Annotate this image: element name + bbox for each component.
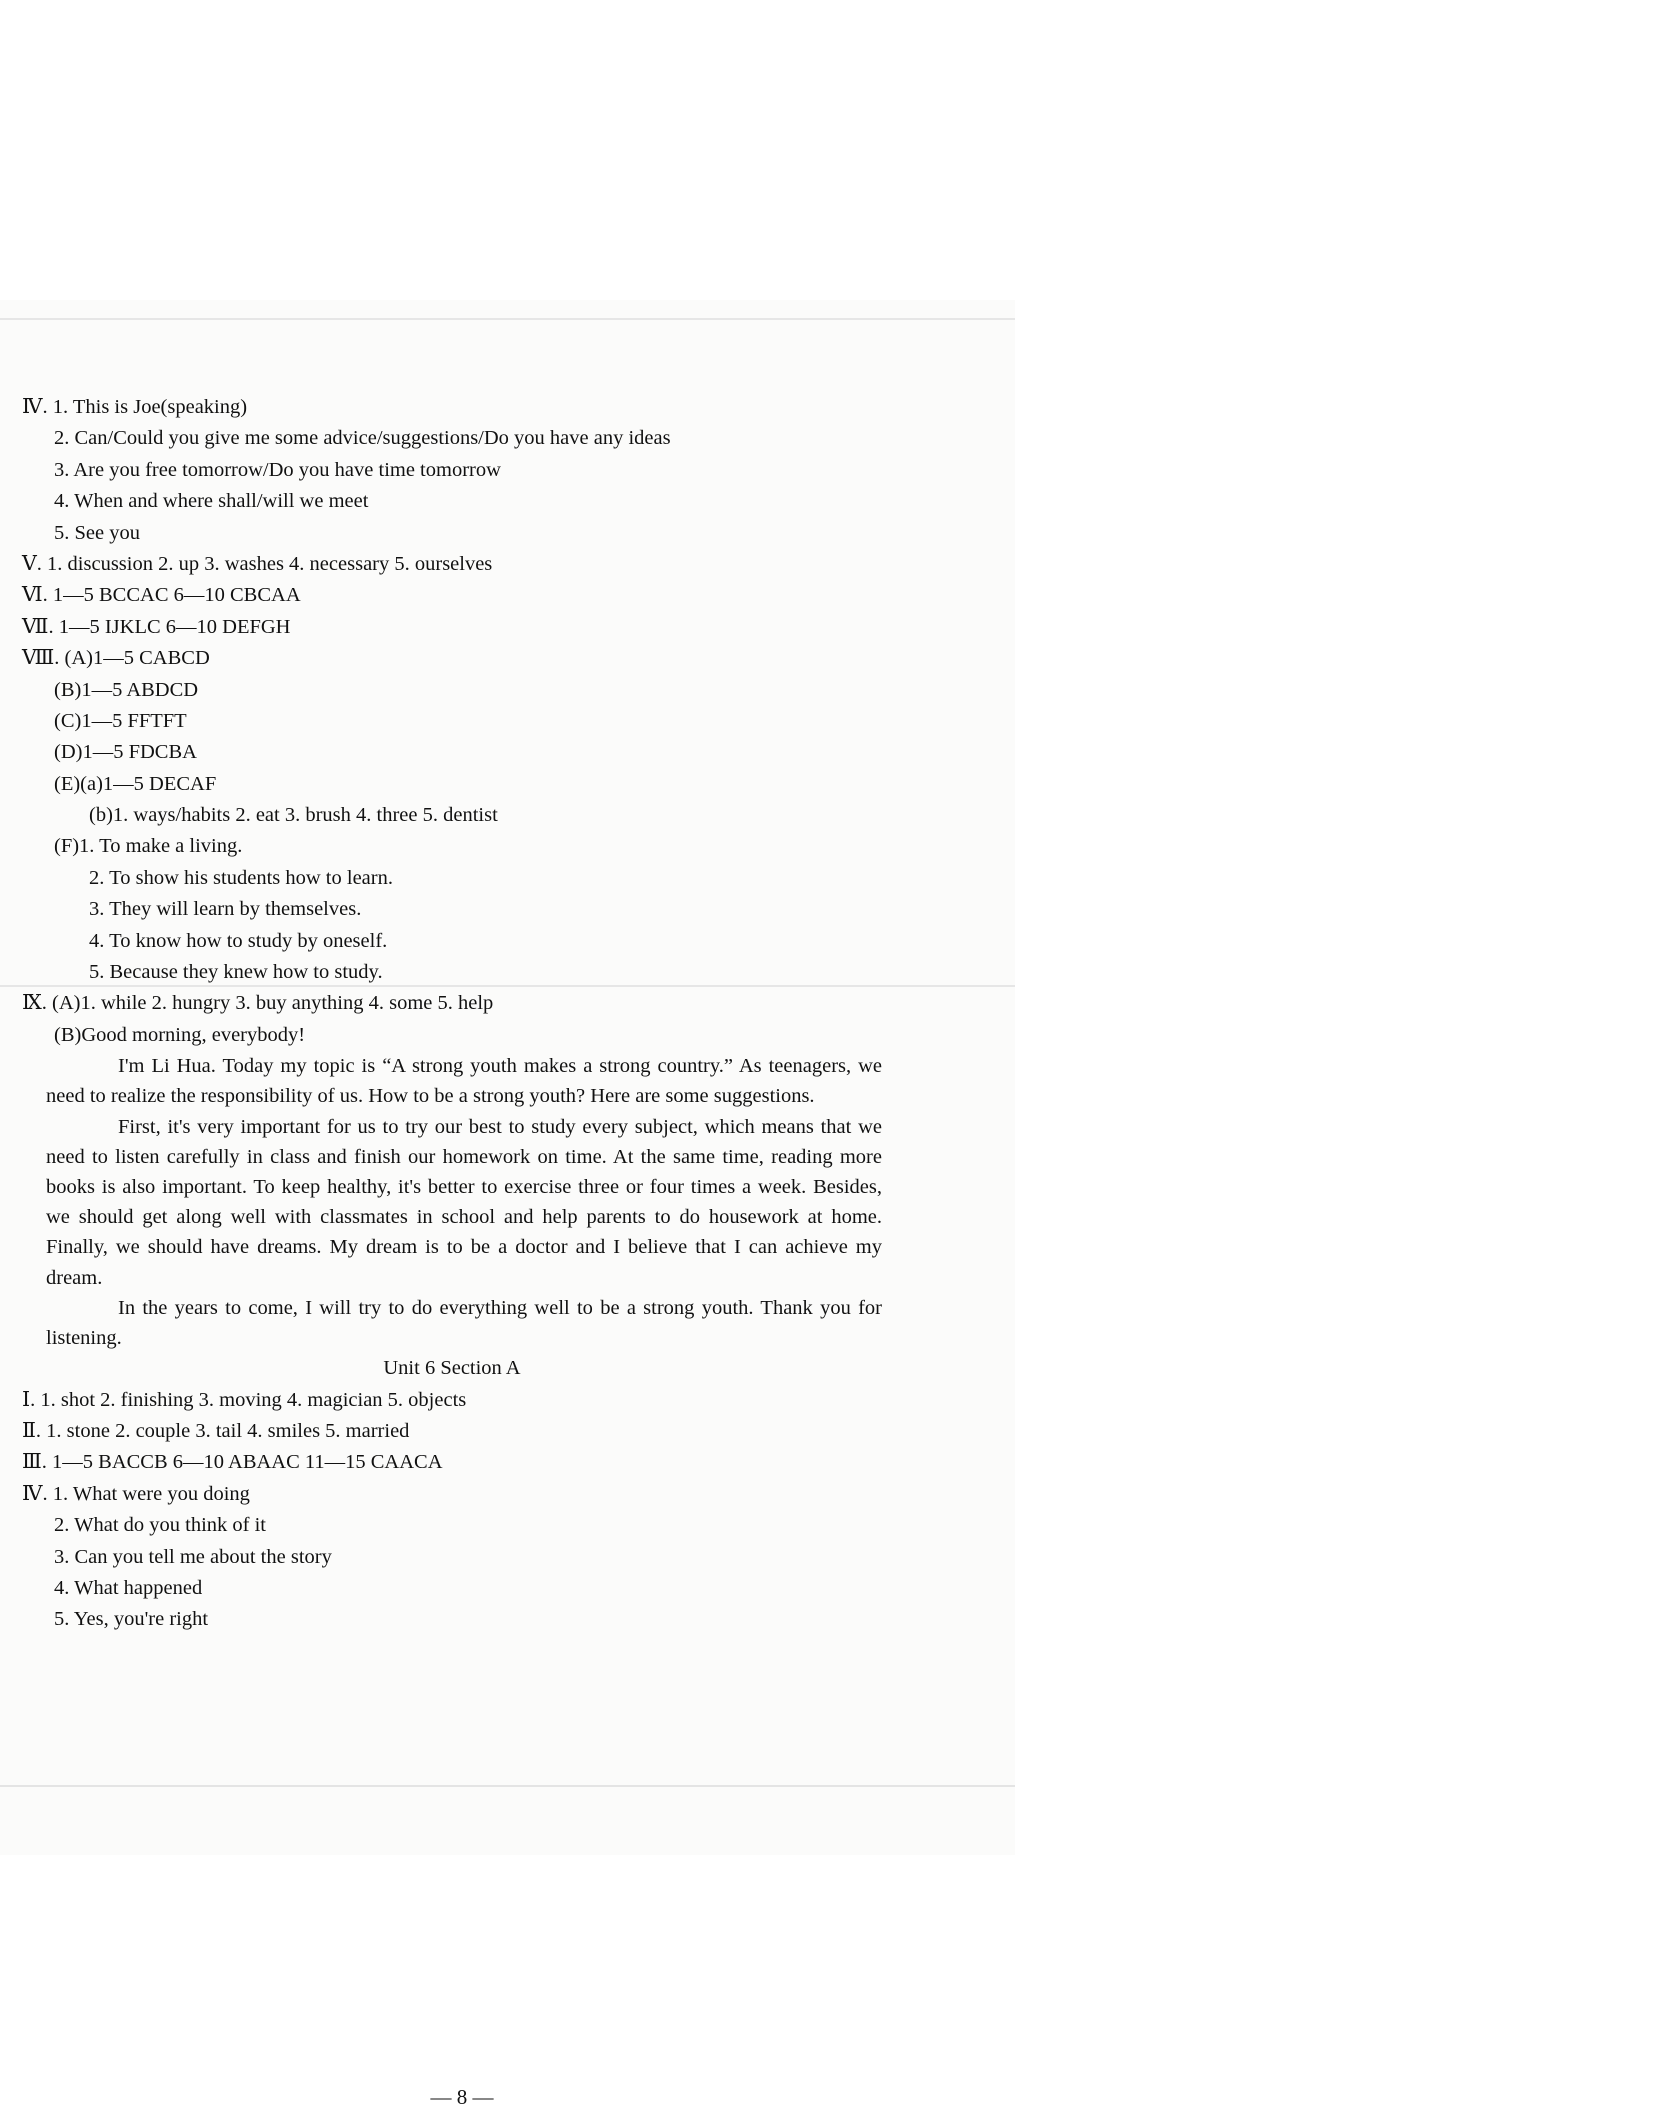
answer-line: 4. When and where shall/will we meet [54,490,369,513]
page-bottom-edge [0,1785,1015,1787]
answer-line: 3. Can you tell me about the story [54,1545,332,1568]
essay-paragraph: In the years to come, I will try to do everything well to be a strong youth. Thank you for listening. [46,1296,882,1350]
answer-line: Ⅴ. 1. discussion 2. up 3. washes 4. necessary 5. ourselves [22,552,493,575]
answer-line: Ⅲ. 1—5 BACCB 6—10 ABAAC 11—15 CAACA [22,1451,443,1474]
answer-key-content [22,392,902,2109]
answer-line: Ⅶ. 1—5 IJKLC 6—10 DEFGH [22,615,291,638]
answer-line: 5. Because they knew how to study. [89,961,383,984]
answer-line: 3. They will learn by themselves. [89,898,362,921]
answer-line: 2. To show his students how to learn. [89,866,393,889]
answer-line: Ⅱ. 1. stone 2. couple 3. tail 4. smiles 5. married [22,1420,410,1443]
answer-line: (b)1. ways/habits 2. eat 3. brush 4. three 5. dentist [89,804,498,827]
bleed-through-rule [0,318,1015,320]
answer-line: Ⅷ. (A)1—5 CABCD [22,647,210,670]
answer-line: (B)Good morning, everybody! [54,1023,306,1046]
answer-line: 4. What happened [54,1576,203,1599]
answer-line: 5. See you [54,521,140,544]
answer-line: (D)1—5 FDCBA [54,741,197,764]
answer-line: 2. Can/Could you give me some advice/suggestions/Do you have any ideas [54,427,671,450]
essay-paragraph: First, it's very important for us to try our best to study every subject, which means that we need to listen carefully in class and finish our homework on time. At the same time, reading more books is also important. To keep healthy, it's better to exercise three or four times a week. Besides, we should get along well with classmates in school and help parents to do housework at home. Finally, we should have dreams. My dream is to be a doctor and I believe that I can achieve my dream. [46,1115,882,1289]
answer-line: Ⅵ. 1—5 BCCAC 6—10 CBCAA [22,584,301,607]
page-number: — 8 — [430,2085,494,2109]
answer-line: 3. Are you free tomorrow/Do you have time tomorrow [54,458,501,481]
answer-line: 5. Yes, you're right [54,1608,209,1631]
section-heading: Unit 6 Section A [383,1357,521,1380]
essay-paragraph: I'm Li Hua. Today my topic is “A strong youth makes a strong country.” As teenagers, we need to realize the responsibility of us. How to be a strong youth? Here are some suggestions. [46,1055,882,1108]
answer-line: (C)1—5 FFTFT [54,709,187,732]
answer-line: Ⅳ. 1. This is Joe(speaking) [22,396,248,418]
answer-line: Ⅰ. 1. shot 2. finishing 3. moving 4. magician 5. objects [22,1388,467,1411]
answer-line: 4. To know how to study by oneself. [89,929,388,952]
answer-line: (E)(a)1—5 DECAF [54,772,217,795]
answer-line: Ⅸ. (A)1. while 2. hungry 3. buy anything 4. some 5. help [22,992,494,1015]
answer-line: Ⅳ. 1. What were you doing [22,1482,250,1505]
answer-line: (F)1. To make a living. [54,835,243,858]
answer-line: 2. What do you think of it [54,1514,267,1537]
answer-line: (B)1—5 ABDCD [54,678,199,701]
